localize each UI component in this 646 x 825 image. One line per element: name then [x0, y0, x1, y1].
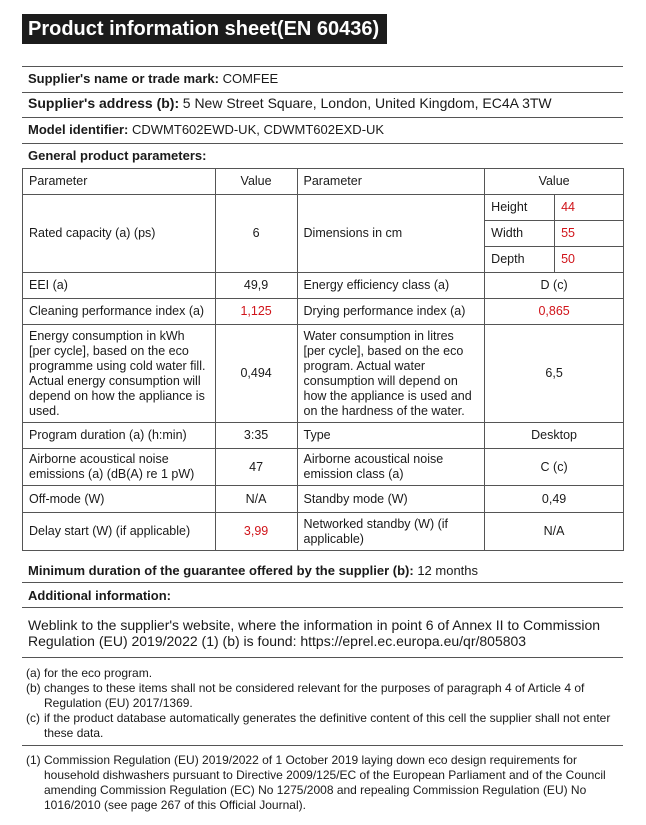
page-title: Product information sheet(EN 60436)	[22, 14, 387, 44]
height-value: 44	[555, 195, 624, 221]
footnotes	[26, 666, 616, 741]
dimensions-label: Dimensions in cm	[297, 195, 485, 273]
noise-emissions-value: 47	[215, 449, 297, 486]
weblink-text: Weblink to the supplier's website, where the information in point 6 of Annex II to Commission Regulation (EU) 2019/2022 (1) (b) is found: https://eprel.ec.europa.eu/qr/805803	[28, 617, 601, 649]
model-value: CDWMT602EWD-UK, CDWMT602EXD-UK	[132, 122, 385, 137]
divider	[22, 582, 623, 583]
program-duration-label: Program duration (a) (h:min)	[23, 423, 216, 449]
divider	[22, 143, 623, 144]
cleaning-index-value: 1,125	[215, 299, 297, 325]
program-duration-value: 3:35	[215, 423, 297, 449]
header-value: Value	[215, 169, 297, 195]
off-mode-value: N/A	[215, 486, 297, 513]
depth-label: Depth	[485, 247, 555, 273]
divider	[22, 657, 623, 658]
footnote-a-text: for the eco program.	[44, 666, 153, 680]
footnote-1	[26, 753, 616, 813]
energy-consumption-value: 0,494	[215, 325, 297, 423]
header-value-2: Value	[485, 169, 624, 195]
rated-capacity-label: Rated capacity (a) (ps)	[23, 195, 216, 273]
eei-value: 49,9	[215, 273, 297, 299]
water-consumption-value: 6,5	[485, 325, 624, 423]
divider	[22, 745, 623, 746]
noise-class-label: Airborne acoustical noise emission class (a)	[297, 449, 485, 486]
header-parameter-2: Parameter	[297, 169, 485, 195]
guarantee-value: 12 months	[417, 563, 479, 578]
depth-value: 50	[555, 247, 624, 273]
standby-value: 0,49	[485, 486, 624, 513]
drying-index-value: 0,865	[485, 299, 624, 325]
supplier-address-row	[28, 95, 552, 112]
cleaning-index-label: Cleaning performance index (a)	[23, 299, 216, 325]
guarantee-label: Minimum duration of the guarantee offered by the supplier (b):	[28, 563, 414, 578]
width-value: 55	[555, 221, 624, 247]
footnote-1-text: Commission Regulation (EU) 2019/2022 of 1 October 2019 laying down eco design requirements for household dishwashers pursuant to Directive 2009/125/EC of the European Parliament and of the Council amending Commission Regulation (EC) No 1275/2008 and repealing Commission Regulation (EU) No 1016/2010 (see page 267 of this Official Journal).	[44, 753, 606, 812]
energy-class-label: Energy efficiency class (a)	[297, 273, 485, 299]
footnote-b-key: (b)	[26, 681, 41, 695]
model-label: Model identifier:	[28, 122, 129, 137]
supplier-address-value: 5 New Street Square, London, United Kingdom, EC4A 3TW	[182, 95, 552, 111]
energy-consumption-label: Energy consumption in kWh [per cycle], based on the eco programme using cold water fill. Actual energy consumption will depend on how the appliance is used.	[23, 325, 216, 423]
width-label: Width	[485, 221, 555, 247]
energy-class-value: D (c)	[485, 273, 624, 299]
divider	[22, 117, 623, 118]
guarantee-row	[28, 563, 478, 579]
divider	[22, 92, 623, 93]
noise-class-value: C (c)	[485, 449, 624, 486]
rated-capacity-value: 6	[215, 195, 297, 273]
standby-label: Standby mode (W)	[297, 486, 485, 513]
height-label: Height	[485, 195, 555, 221]
networked-standby-value: N/A	[485, 513, 624, 551]
supplier-address-label: Supplier's address (b):	[28, 95, 180, 111]
header-parameter: Parameter	[23, 169, 216, 195]
supplier-name-row	[28, 71, 278, 87]
divider	[22, 607, 623, 608]
footnote-b-text: changes to these items shall not be considered relevant for the purposes of paragraph 4 of Article 4 of Regulation (EU) 2017/1369.	[44, 681, 585, 710]
networked-standby-label: Networked standby (W) (if applicable)	[297, 513, 485, 551]
water-consumption-label: Water consumption in litres [per cycle], based on the eco program. Actual water consumption will depend on how the appliance is used and on the hardness of the water.	[297, 325, 485, 423]
footnote-c	[26, 711, 616, 741]
footnote-a-key: (a)	[26, 666, 41, 680]
noise-emissions-label: Airborne acoustical noise emissions (a) (dB(A) re 1 pW)	[23, 449, 216, 486]
footnote-c-key: (c)	[26, 711, 40, 725]
general-params-label: General product parameters:	[28, 148, 207, 163]
footnote-1-key: (1)	[26, 753, 41, 767]
supplier-name-label: Supplier's name or trade mark:	[28, 71, 219, 86]
drying-index-label: Drying performance index (a)	[297, 299, 485, 325]
supplier-name-value: COMFEE	[222, 71, 279, 86]
delay-start-label: Delay start (W) (if applicable)	[23, 513, 216, 551]
type-value: Desktop	[485, 423, 624, 449]
divider	[22, 66, 623, 67]
eei-label: EEI (a)	[23, 273, 216, 299]
parameters-table	[22, 168, 624, 551]
footnote-a	[26, 666, 616, 681]
type-label: Type	[297, 423, 485, 449]
footnote-b	[26, 681, 616, 711]
footnote-1-row	[26, 753, 616, 813]
additional-info-label: Additional information:	[28, 588, 171, 603]
model-row	[28, 122, 384, 138]
delay-start-value: 3,99	[215, 513, 297, 551]
footnote-c-text: if the product database automatically generates the definitive content of this cell the supplier shall not enter these data.	[44, 711, 611, 740]
off-mode-label: Off-mode (W)	[23, 486, 216, 513]
